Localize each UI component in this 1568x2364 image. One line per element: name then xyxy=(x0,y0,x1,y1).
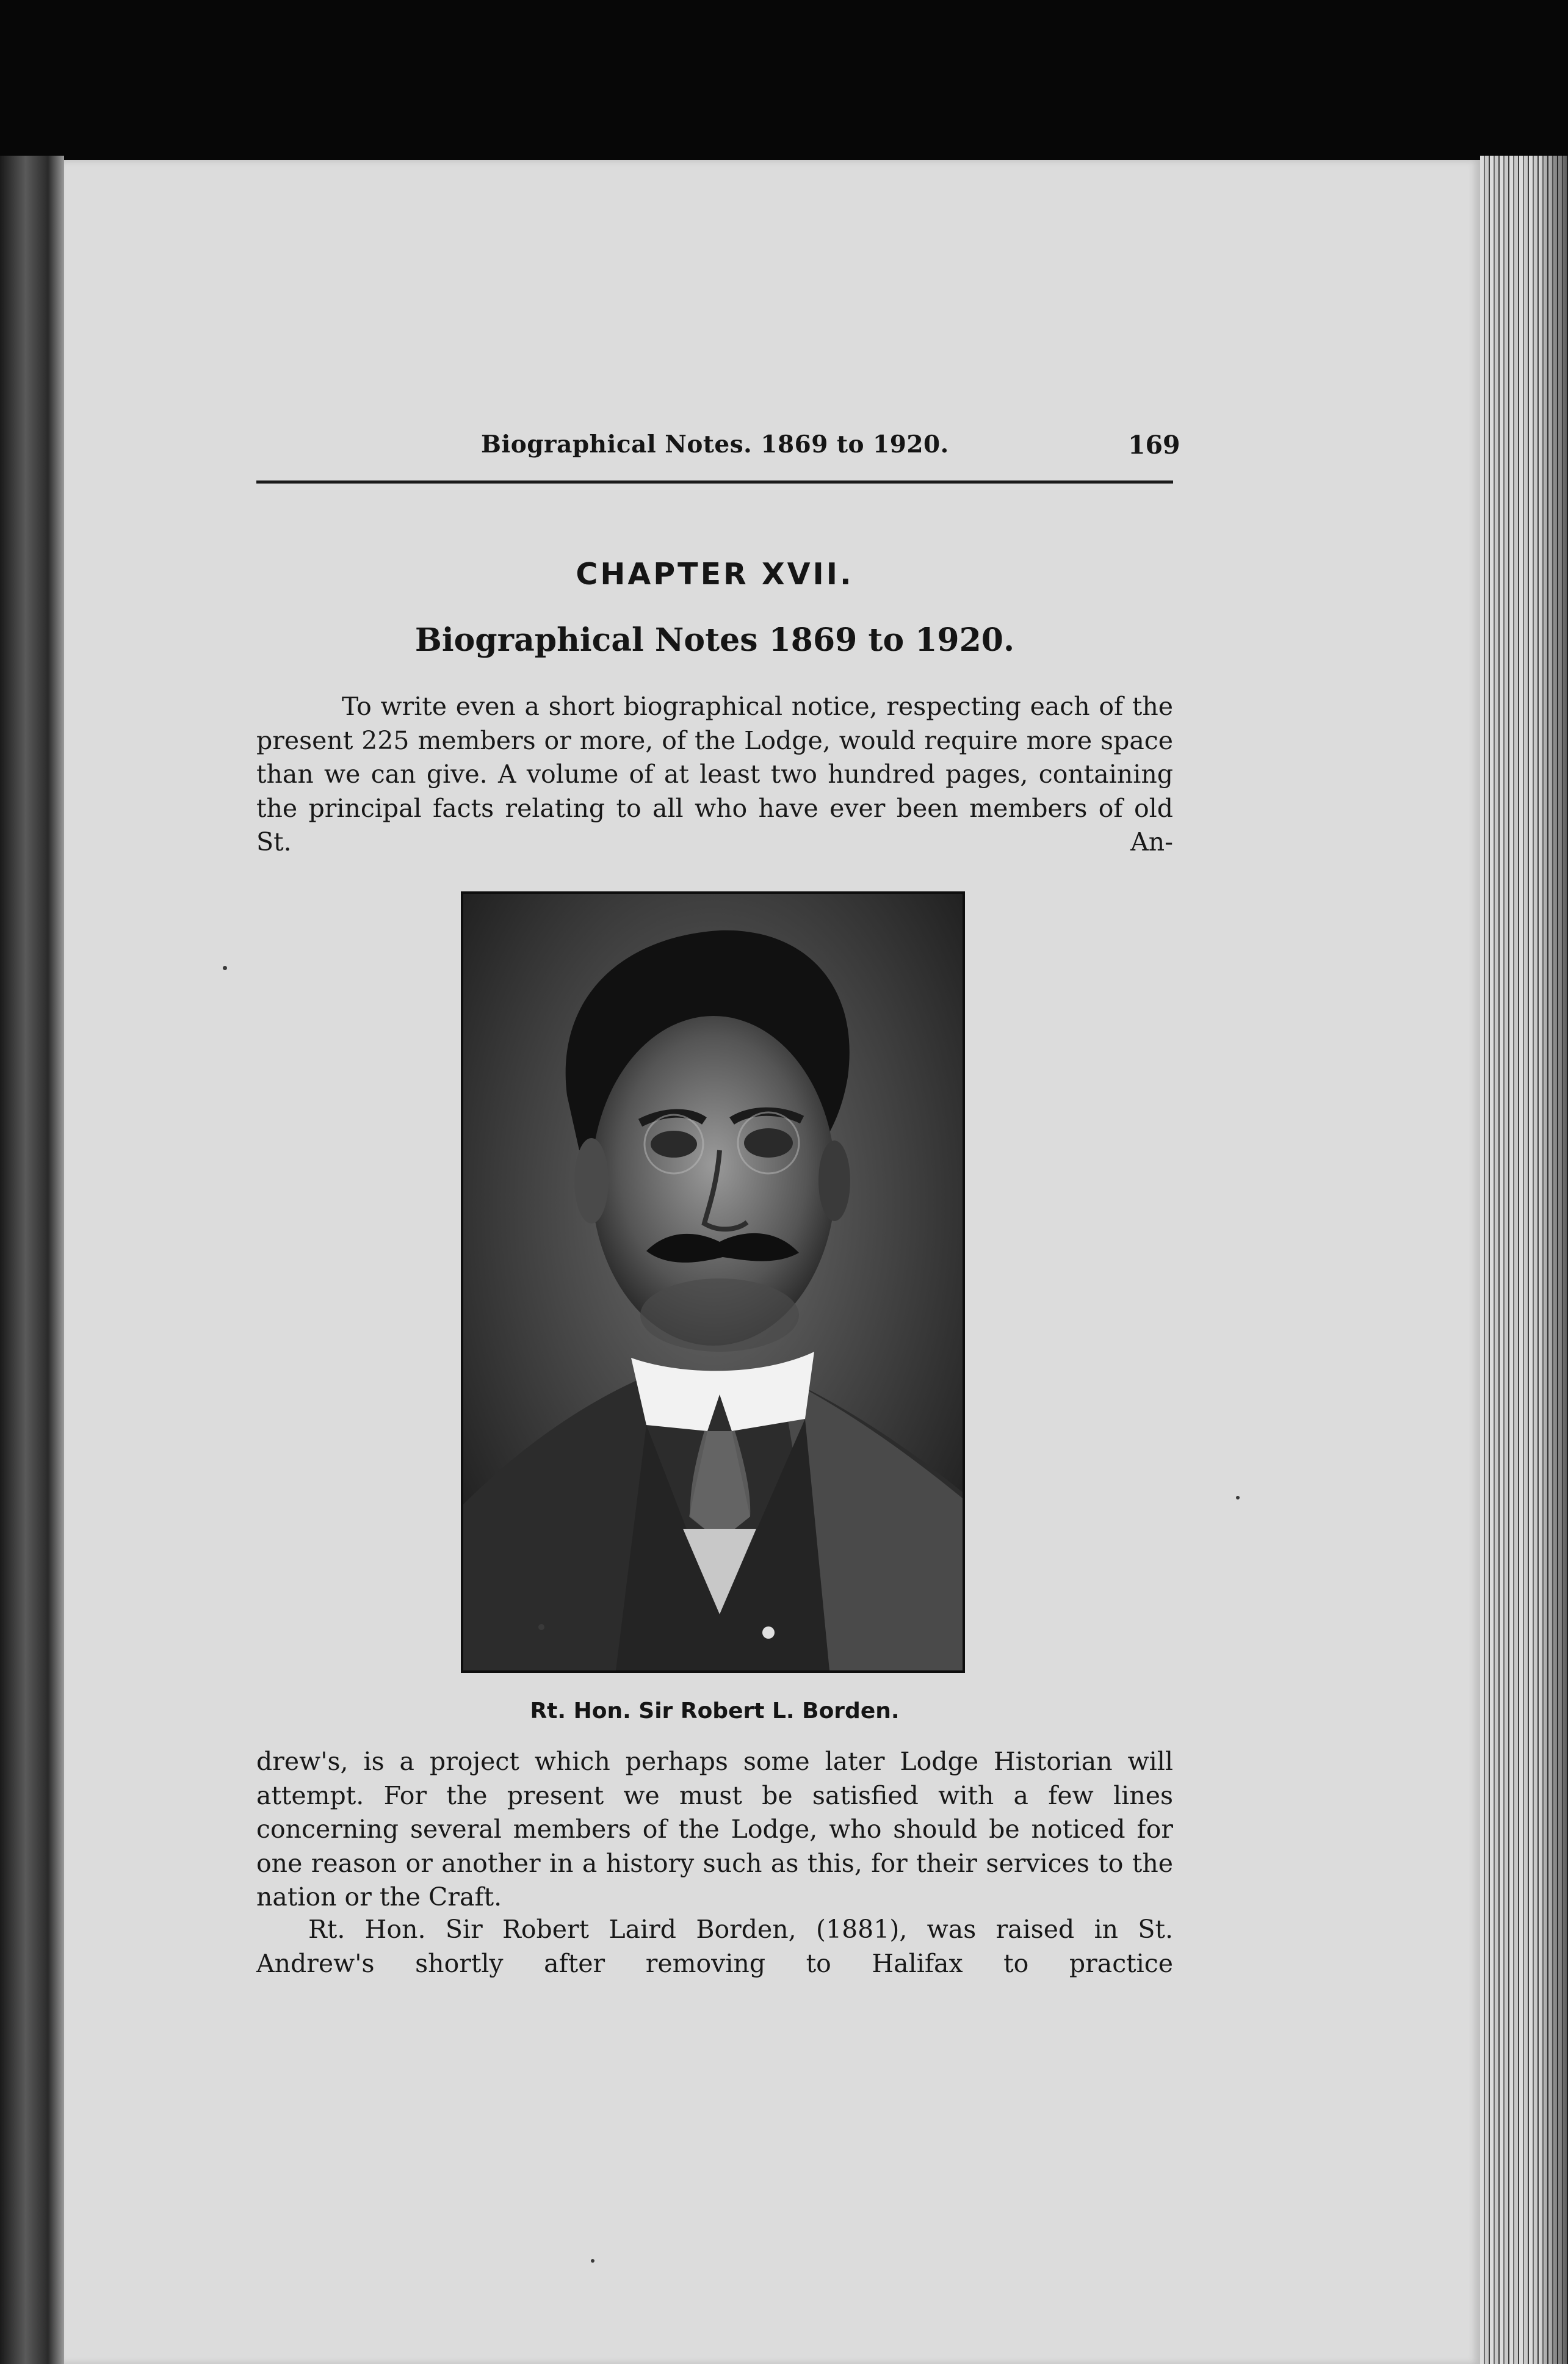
portrait-caption: Rt. Hon. Sir Robert L. Borden. xyxy=(530,1699,900,1724)
scan-speck xyxy=(1236,1496,1240,1499)
running-head xyxy=(256,430,1180,473)
chapter-title: Biographical Notes 1869 to 1920. xyxy=(414,622,1015,659)
chapter-label: CHAPTER XVII. xyxy=(576,557,854,592)
scan-speck xyxy=(538,1624,544,1630)
portrait-photo xyxy=(461,891,965,1673)
page-number: 169 xyxy=(1128,430,1180,460)
paragraph-borden: Rt. Hon. Sir Robert Laird Borden, (1881), was raised in St. Andrew's shortly after removing to Halifax to practice xyxy=(256,1915,1173,1978)
page-stack-shadow xyxy=(1538,156,1568,2364)
running-head-title: Biographical Notes. 1869 to 1920. xyxy=(481,430,949,459)
scan-speck xyxy=(223,966,227,970)
header-rule xyxy=(256,480,1173,484)
paragraph-intro: To write even a short biographical notice, respecting each of the present 225 members or more, of the Lodge, would require more space than we can give. A volume of at least two hundred pages, containing the principal facts relating to all who have ever been members of old St. An- xyxy=(256,692,1173,857)
paragraph-continuation: drew's, is a project which perhaps some later Lodge Historian will attempt. For the present we must be satisfied with a few lines concerning several members of the Lodge, who should be noticed for one reason or another in a history such as this, for their services to the nation or the Craft. xyxy=(256,1747,1173,1912)
facing-page-edge xyxy=(0,156,64,2364)
scan-speck xyxy=(591,2259,594,2263)
